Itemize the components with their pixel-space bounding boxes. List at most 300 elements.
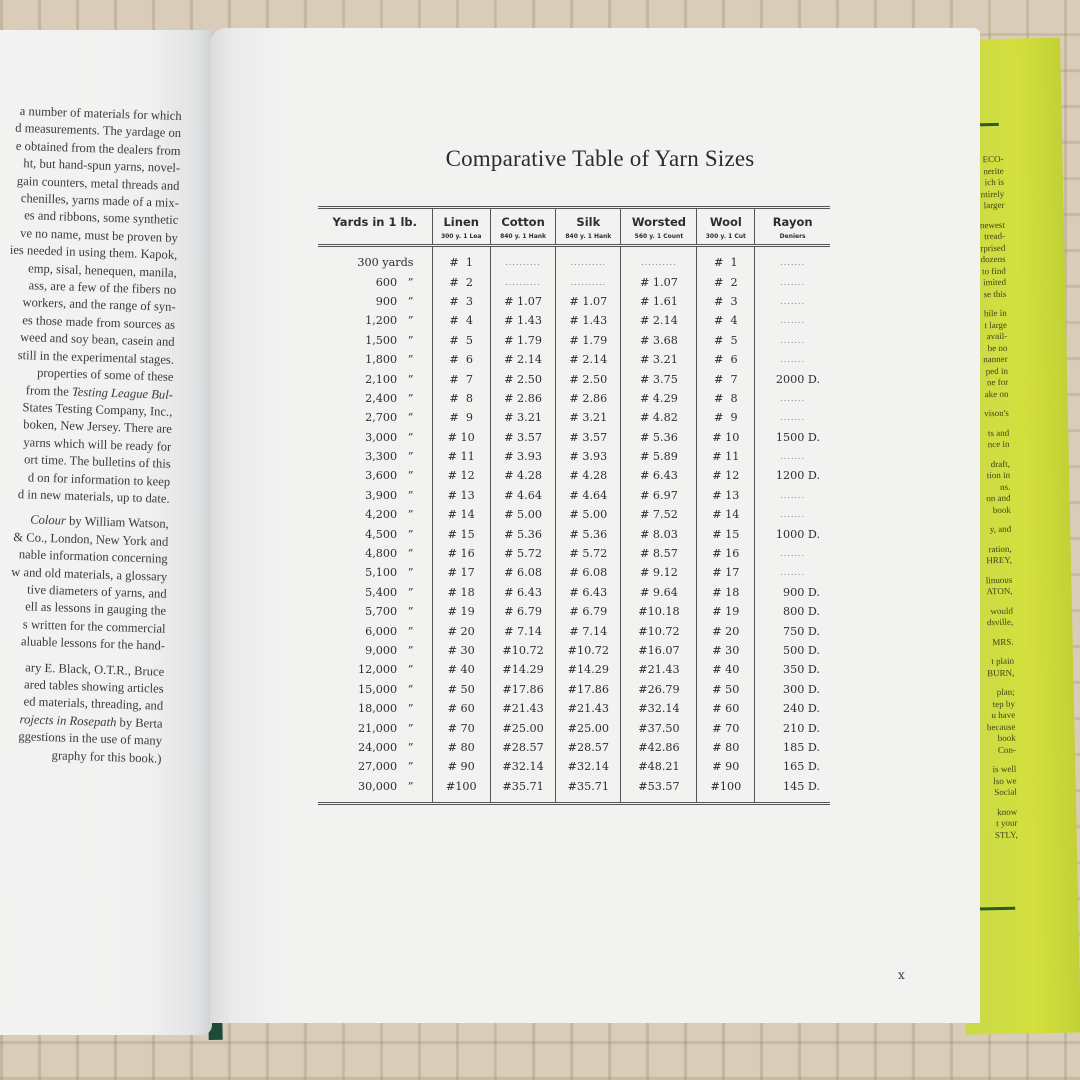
text-line: ass, are a few of the fibers no <box>28 278 177 298</box>
yarn-size-table <box>318 206 830 805</box>
table-cell: #10.18 <box>621 602 697 621</box>
text-line: ort time. The bulletins of this <box>23 452 171 471</box>
table-cell: # 80 <box>697 738 755 757</box>
flap-text-line: nerite <box>983 165 1004 176</box>
flap-text-line: BURN, <box>986 667 1015 678</box>
table-cell: # 6.79 <box>556 602 621 621</box>
flap-text-line: dozens <box>980 253 1006 265</box>
table-row <box>318 660 830 679</box>
table-cell: #32.14 <box>556 757 621 776</box>
table-cell: 15,000 ” <box>357 682 414 696</box>
flap-text-line: ATON, <box>986 585 1013 597</box>
flap-text-line: on and <box>986 492 1011 504</box>
column-header-unit: 300 y. 1 Cut <box>705 233 746 240</box>
table-cell: 185 D. <box>755 738 830 757</box>
flap-text-line: rprised <box>980 242 1006 253</box>
table-cell: # 2.14 <box>490 350 555 369</box>
flap-text-line: t your <box>996 817 1018 829</box>
flap-text-line: tion in <box>986 469 1011 481</box>
table-cell: 9,000 ” <box>365 644 414 657</box>
table-cell: # 2.86 <box>556 389 621 408</box>
table-cell: #14.29 <box>556 660 621 679</box>
table-cell: 21,000 ” <box>357 721 414 735</box>
table-row <box>318 680 830 699</box>
table-cell: 30,000 ” <box>318 777 432 804</box>
flap-text-line: vison's <box>984 407 1009 419</box>
flap-text-line: ntirely <box>980 188 1005 199</box>
table-cell: # 5.72 <box>490 544 555 563</box>
text-line: d measurements. The yardage on <box>15 121 182 141</box>
table-cell: # 7 <box>432 369 490 388</box>
table-row <box>318 389 830 408</box>
table-body <box>318 246 830 804</box>
table-row <box>318 350 830 369</box>
flap-text-line: larger <box>983 199 1005 211</box>
table-row <box>318 757 830 776</box>
table-cell: # 14 <box>697 505 755 524</box>
table-cell: 3,000 ” <box>365 430 414 444</box>
table-cell: # 3.68 <box>621 331 697 350</box>
table-row <box>318 292 830 311</box>
text-line: weed and soy bean, casein and <box>19 330 175 350</box>
table-cell: # 8.03 <box>621 524 697 543</box>
table-cell: # 20 <box>697 621 755 640</box>
table-cell: # 4.64 <box>556 486 621 505</box>
table-cell: #10.72 <box>621 621 697 640</box>
flap-text-line: nce in <box>987 438 1010 450</box>
table-cell: ....... <box>755 331 830 350</box>
table-row <box>318 738 830 757</box>
table-row <box>318 544 830 563</box>
table-cell: 3,600 ” <box>365 469 414 483</box>
table-cell: # 7.14 <box>556 621 621 640</box>
table-cell: 300 yards <box>357 256 414 270</box>
table-cell: # 30 <box>432 641 490 660</box>
table-cell: # 1.61 <box>621 292 697 311</box>
text-line: a number of materials for which <box>19 103 182 124</box>
text-line: graphy for this book.) <box>51 747 162 766</box>
flap-rule-bottom <box>977 907 1015 911</box>
table-cell: 4,500 ” <box>365 527 414 541</box>
table-cell: # 6.43 <box>621 466 697 485</box>
table-cell: #25.00 <box>490 718 555 737</box>
column-header-unit: 560 y. 1 Count <box>634 233 684 240</box>
page-title: Comparative Table of Yarn Sizes <box>445 146 755 171</box>
text-line: ies needed in using them. Kapok, <box>9 242 178 263</box>
table-cell: # 18 <box>697 583 755 602</box>
table-cell: ....... <box>755 505 830 524</box>
table-cell: 12,000 ” <box>357 663 414 677</box>
column-header-unit: 300 y. 1 Lea <box>440 233 482 240</box>
column-header-label: Rayon <box>772 215 813 229</box>
table-cell: # 2.14 <box>621 311 697 330</box>
table-cell: # 20 <box>432 621 490 640</box>
left-page-text <box>0 102 182 776</box>
table-row <box>318 524 830 543</box>
table-row <box>318 583 830 602</box>
table-cell: # 12 <box>697 466 755 485</box>
table-cell: #42.86 <box>621 738 697 757</box>
table-cell: # 15 <box>697 524 755 543</box>
table-cell: # 40 <box>697 660 755 679</box>
table-cell: # 5.89 <box>621 447 697 466</box>
table-cell: #32.14 <box>621 699 697 718</box>
table-cell: #21.43 <box>490 699 555 718</box>
table-cell: ....... <box>755 389 830 408</box>
table-cell: # 2.14 <box>556 350 621 369</box>
text-line: ell as lessons in gauging the <box>24 599 167 619</box>
table-cell: # 9 <box>432 408 490 427</box>
text-line: nable information concerning <box>18 547 168 566</box>
table-cell: # 9 <box>697 408 755 427</box>
table-row <box>318 428 830 447</box>
table-cell: # 5.36 <box>556 524 621 543</box>
table-cell: #16.07 <box>621 641 697 660</box>
table-cell: #25.00 <box>556 718 621 737</box>
table-cell: ....... <box>755 544 830 563</box>
table-cell: # 6.79 <box>490 602 555 621</box>
table-cell: # 1 <box>697 246 755 273</box>
table-cell: # 90 <box>697 757 755 776</box>
table-cell: 300 D. <box>755 680 830 699</box>
column-header <box>432 208 490 246</box>
flap-text-line: MRS. <box>992 636 1014 647</box>
paragraph <box>0 510 169 655</box>
table-cell: 2,100 ” <box>365 372 414 386</box>
table-cell: #26.79 <box>621 680 697 699</box>
table-cell: # 5.72 <box>556 544 621 563</box>
table-cell: # 1.43 <box>556 311 621 330</box>
text-line: rojects in Rosepath by Berta <box>19 712 163 731</box>
column-header-label: Cotton <box>501 215 545 229</box>
table-cell: # 4.82 <box>621 408 697 427</box>
table-cell: #28.57 <box>490 738 555 757</box>
flap-text-line: ake on <box>984 388 1009 399</box>
flap-text-line: because <box>986 721 1016 732</box>
table-row <box>318 447 830 466</box>
table-cell: # 4.64 <box>490 486 555 505</box>
table-cell: 750 D. <box>755 621 830 640</box>
table-cell: # 3.57 <box>490 428 555 447</box>
table-cell: 1500 D. <box>755 428 830 447</box>
column-header <box>755 208 830 246</box>
flap-text-line: ped in <box>985 365 1009 376</box>
table-cell: .......... <box>556 272 621 291</box>
table-cell: #35.71 <box>490 777 555 804</box>
table-row <box>318 311 830 330</box>
table-cell: #10.72 <box>490 641 555 660</box>
flap-text-line: avail- <box>986 330 1008 342</box>
text-line: properties of some of these <box>36 365 174 384</box>
table-row <box>318 272 830 291</box>
table-cell: # 1.07 <box>556 292 621 311</box>
table-cell: # 3 <box>432 292 490 311</box>
table-cell: # 3.93 <box>490 447 555 466</box>
table-row <box>318 408 830 427</box>
flap-text-line: book <box>997 732 1016 744</box>
table-cell: 1000 D. <box>755 524 830 543</box>
table-cell: # 6 <box>697 350 755 369</box>
table-cell: # 5.00 <box>556 505 621 524</box>
table-cell: 145 D. <box>755 777 830 804</box>
table-cell: # 13 <box>697 486 755 505</box>
table-cell: 5,700 ” <box>365 605 414 619</box>
page-number: x <box>898 968 905 982</box>
table-cell: 4,800 ” <box>365 547 414 561</box>
table-cell: # 18 <box>432 583 490 602</box>
table-cell: ....... <box>755 563 830 582</box>
table-cell: # 3.75 <box>621 369 697 388</box>
column-header <box>621 208 697 246</box>
table-cell: 1,800 ” <box>365 353 414 367</box>
column-header <box>556 208 621 246</box>
table-cell: # 90 <box>432 757 490 776</box>
flap-text-line: Con- <box>997 744 1016 755</box>
flap-text-line: t plain <box>991 655 1015 667</box>
table-cell: 500 D. <box>755 641 830 660</box>
table-cell: #21.43 <box>621 660 697 679</box>
flap-text-line: ich is <box>984 176 1005 188</box>
text-line: emp, sisal, henequen, manila, <box>27 260 177 280</box>
table-cell: #21.43 <box>556 699 621 718</box>
table-cell: # 2 <box>432 272 490 291</box>
flap-text-line: hile in <box>983 307 1007 319</box>
flap-text-line: nanner <box>983 353 1008 365</box>
table-cell: #17.86 <box>556 680 621 699</box>
table-cell: # 7 <box>697 369 755 388</box>
table-cell: # 6.43 <box>490 583 555 602</box>
flap-text-line: linuous <box>985 574 1013 585</box>
table-cell: # 1.07 <box>490 292 555 311</box>
table-cell: # 17 <box>697 563 755 582</box>
text-line: ared tables showing articles <box>23 677 164 696</box>
table-cell: # 70 <box>432 718 490 737</box>
table-cell: # 1 <box>432 246 490 273</box>
table-cell: 18,000 ” <box>357 702 414 716</box>
flap-text-line: newest <box>979 219 1005 230</box>
text-line: ht, but hand-spun yarns, novel- <box>23 156 181 176</box>
table-cell: # 1.07 <box>621 272 697 291</box>
table-cell: 1,200 ” <box>365 314 414 328</box>
table-cell: # 16 <box>432 544 490 563</box>
table-cell: #35.71 <box>556 777 621 804</box>
flap-text-line: is well <box>992 763 1017 775</box>
flap-text-line: ts and <box>987 427 1010 438</box>
table-cell: # 5.36 <box>490 524 555 543</box>
column-header-unit: 840 y. 1 Hank <box>500 233 547 240</box>
table-cell: # 8.57 <box>621 544 697 563</box>
table-cell: # 60 <box>697 699 755 718</box>
table-cell: 2000 D. <box>755 369 830 388</box>
text-line: ggestions in the use of many <box>18 729 163 748</box>
table-cell: #32.14 <box>490 757 555 776</box>
table-cell: ....... <box>755 350 830 369</box>
table-cell: #28.57 <box>556 738 621 757</box>
table-cell: #37.50 <box>621 718 697 737</box>
table-cell: 800 D. <box>755 602 830 621</box>
table-cell: #10.72 <box>556 641 621 660</box>
table-cell: # 19 <box>697 602 755 621</box>
table-cell: # 9.12 <box>621 563 697 582</box>
table-cell: # 2 <box>697 272 755 291</box>
column-header-label: Linen <box>443 215 479 229</box>
text-line: still in the experimental stages. <box>17 347 175 367</box>
table-cell: 900 ” <box>375 294 414 308</box>
flap-text-line: book <box>992 504 1011 515</box>
flap-text-line: imited <box>982 276 1007 288</box>
table-cell: #17.86 <box>490 680 555 699</box>
table-row <box>318 641 830 660</box>
flap-text-line: tep by <box>992 698 1016 709</box>
flap-text-line: u have <box>991 709 1016 721</box>
table-cell: #14.29 <box>490 660 555 679</box>
table-cell: # 14 <box>432 505 490 524</box>
table-cell: # 80 <box>432 738 490 757</box>
table-cell: 900 D. <box>755 583 830 602</box>
table-row <box>318 505 830 524</box>
table-cell: # 8 <box>697 389 755 408</box>
table-cell: .......... <box>621 246 697 273</box>
table-row <box>318 369 830 388</box>
flap-text-line: t large <box>984 319 1008 330</box>
table-cell: # 11 <box>697 447 755 466</box>
table-cell: # 2.86 <box>490 389 555 408</box>
table-cell: 1200 D. <box>755 466 830 485</box>
text-line: es and ribbons, some synthetic <box>23 208 179 228</box>
table-cell: ....... <box>755 311 830 330</box>
table-cell: 24,000 ” <box>357 740 414 754</box>
table-cell: # 7.14 <box>490 621 555 640</box>
flap-text-line: draft, <box>990 458 1010 469</box>
column-header-unit: 840 y. 1 Hank <box>565 233 612 240</box>
table-cell: # 1.43 <box>490 311 555 330</box>
table-cell: .......... <box>556 246 621 273</box>
table-cell: # 2.50 <box>490 369 555 388</box>
table-cell: # 6.08 <box>490 563 555 582</box>
column-header-unit: Deniers <box>779 233 806 240</box>
table-cell: #48.21 <box>621 757 697 776</box>
table-cell: 2,700 ” <box>365 411 414 425</box>
table-cell: # 6.97 <box>621 486 697 505</box>
table-cell: # 3.21 <box>556 408 621 427</box>
table-cell: # 6.43 <box>556 583 621 602</box>
text-line: ve no name, must be proven by <box>19 225 179 245</box>
text-line: boken, New Jersey. There are <box>23 417 173 437</box>
table-cell: 2,400 ” <box>365 391 414 405</box>
column-header-label: Worsted <box>631 215 687 229</box>
table-cell: 5,100 ” <box>365 566 414 580</box>
table-cell: ....... <box>755 272 830 291</box>
table-row <box>318 718 830 737</box>
table-cell: # 5.00 <box>490 505 555 524</box>
table-header-row <box>318 208 830 246</box>
text-line: from the Testing League Bul- <box>25 382 174 402</box>
table-cell: 600 ” <box>375 275 414 289</box>
table-cell: # 11 <box>432 447 490 466</box>
table-cell: # 12 <box>432 466 490 485</box>
table-cell: # 13 <box>432 486 490 505</box>
table-cell: # 70 <box>697 718 755 737</box>
table-cell: #100 <box>697 777 755 804</box>
table-row <box>318 777 830 804</box>
table-cell: 240 D. <box>755 699 830 718</box>
flap-text-line: HREY, <box>986 554 1013 566</box>
text-line: d in new materials, up to date. <box>17 487 170 506</box>
table-cell: 1,500 ” <box>365 333 414 347</box>
table-row <box>318 621 830 640</box>
table-row <box>318 331 830 350</box>
table-cell: # 4.28 <box>556 466 621 485</box>
table-cell: # 3.57 <box>556 428 621 447</box>
table-cell: # 4 <box>432 311 490 330</box>
table-cell: # 4.28 <box>490 466 555 485</box>
flap-text-line: be no <box>987 342 1008 353</box>
flap-text-line: Social <box>994 786 1017 798</box>
table-cell: ....... <box>755 246 830 273</box>
flap-text-line: ns. <box>999 481 1011 492</box>
table-cell: ....... <box>755 486 830 505</box>
text-line: ed materials, threading, and <box>23 694 164 714</box>
table-cell: #100 <box>432 777 490 804</box>
table-cell: ....... <box>755 292 830 311</box>
flap-text-line: ne for <box>986 376 1009 388</box>
table-cell: # 17 <box>432 563 490 582</box>
table-cell: # 16 <box>697 544 755 563</box>
text-line: e obtained from the dealers from <box>15 138 181 158</box>
flap-text-line: plan; <box>996 686 1015 698</box>
flap-text-line: to find <box>981 265 1006 276</box>
text-line: s written for the commercial <box>22 617 166 636</box>
table-cell: # 6.08 <box>556 563 621 582</box>
table-cell: # 2.50 <box>556 369 621 388</box>
column-header <box>697 208 755 246</box>
table-cell: 3,300 ” <box>365 450 414 464</box>
table-cell: # 40 <box>432 660 490 679</box>
table-cell: # 50 <box>432 680 490 699</box>
table-cell: 350 D. <box>755 660 830 679</box>
table-cell: .......... <box>490 272 555 291</box>
table-cell: 4,200 ” <box>365 508 414 522</box>
table-cell: # 3.21 <box>621 350 697 369</box>
text-line: w and old materials, a glossary <box>11 564 168 584</box>
text-line: es those made from sources as <box>22 313 176 332</box>
table-cell: # 3 <box>697 292 755 311</box>
table-cell: # 3.93 <box>556 447 621 466</box>
text-line: ary E. Black, O.T.R., Bruce <box>25 659 165 679</box>
table-cell: # 8 <box>432 389 490 408</box>
flap-text-line: ECO- <box>982 153 1004 165</box>
table-cell: #53.57 <box>621 777 697 804</box>
left-page <box>0 30 212 1035</box>
table-cell: # 60 <box>432 699 490 718</box>
text-line: yarns which will be ready for <box>23 434 172 454</box>
table-cell: # 1.79 <box>556 331 621 350</box>
flap-text-line: know <box>997 806 1018 817</box>
column-header-label: Wool <box>709 215 742 229</box>
table-cell: # 1.79 <box>490 331 555 350</box>
table-cell: # 3.21 <box>490 408 555 427</box>
right-page <box>210 28 980 1023</box>
text-line: gain counters, metal threads and <box>16 173 180 193</box>
table-row <box>318 563 830 582</box>
table-cell: # 5 <box>432 331 490 350</box>
table-row <box>318 466 830 485</box>
flap-text-line: se this <box>983 288 1007 299</box>
paragraph <box>0 102 182 508</box>
table-row <box>318 602 830 621</box>
table-cell: # 6 <box>432 350 490 369</box>
column-header-label: Silk <box>576 215 601 229</box>
